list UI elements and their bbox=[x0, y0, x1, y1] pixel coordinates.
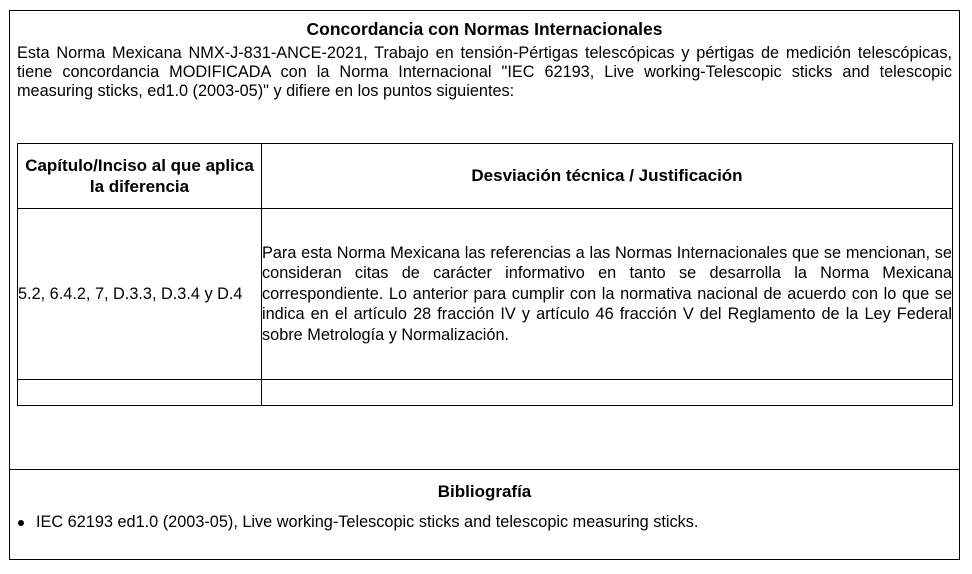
table-row bbox=[18, 209, 953, 380]
intro-paragraph: Esta Norma Mexicana NMX-J-831-ANCE-2021, Trabajo en tensión-Pértigas telescópicas y pértigas de medición telescópicas, tiene concordancia MODIFICADA con la Norma Internacional "IEC 62193, Live working-Telescopic sticks and telescopic measuring sticks, ed1.0 (2003-05)" y difiere en los puntos siguientes: bbox=[17, 44, 952, 100]
empty-cell bbox=[18, 380, 262, 406]
bibliography-title: Bibliografía bbox=[437, 482, 532, 501]
table-header-row bbox=[18, 144, 953, 209]
document-frame bbox=[9, 10, 960, 560]
concordance-table bbox=[17, 143, 953, 406]
bibliography-item-text: IEC 62193 ed1.0 (2003-05), Live working-Telescopic sticks and telescopic measuring sticks. bbox=[36, 513, 699, 531]
header-deviation: Desviación técnica / Justificación bbox=[262, 144, 953, 209]
header-chapter: Capítulo/Inciso al que aplica la diferencia bbox=[18, 144, 262, 209]
bibliography-list bbox=[16, 513, 698, 532]
table-row-empty bbox=[18, 380, 953, 406]
list-item bbox=[16, 513, 698, 532]
cell-justification: Para esta Norma Mexicana las referencias a las Normas Internacionales que se mencionan, se consideran citas de carácter informativo en tanto se desarrolla la Norma Mexicana correspondiente. Lo anterior para cumplir con la normativa nacional de acuerdo con lo que se indica en el artículo 28 fracción IV y artículo 46 fracción V del Reglamento de la Ley Federal sobre Metrología y Normalización. bbox=[262, 209, 953, 380]
cell-chapter: 5.2, 6.4.2, 7, D.3.3, D.3.4 y D.4 bbox=[18, 209, 262, 380]
section-title: Concordancia con Normas Internacionales bbox=[306, 19, 663, 39]
empty-cell bbox=[262, 380, 953, 406]
bullet-icon bbox=[18, 520, 24, 526]
section-divider bbox=[10, 469, 959, 470]
